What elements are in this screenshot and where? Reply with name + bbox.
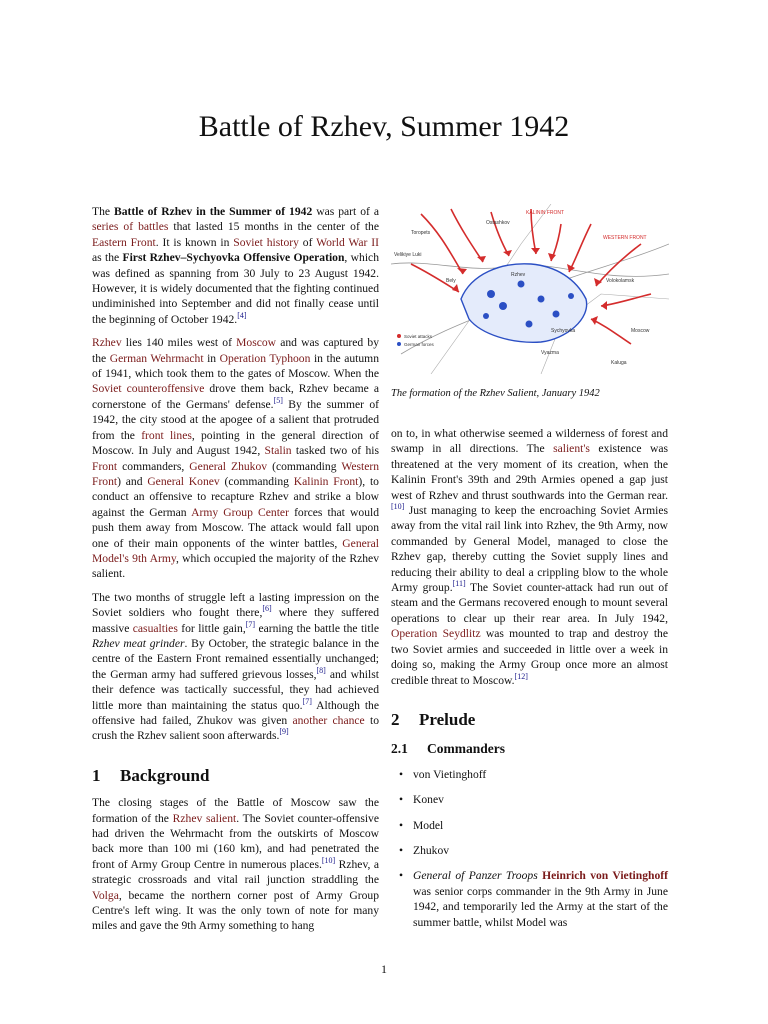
ref-5[interactable]: [5] (273, 396, 283, 406)
german-unit-marker (499, 302, 507, 310)
text: The Soviet counter-attack had run out of steam and the Germans recovered enough to mount several operations to clear up their rear area. In July 1942, (391, 581, 668, 625)
ref-10[interactable]: [10] (391, 502, 405, 512)
link-operation-typhoon[interactable]: Operation Typhoon (219, 351, 311, 365)
legend-label: German forces (404, 342, 434, 347)
link-soviet-counteroffensive[interactable]: Soviet counteroffensive (92, 382, 205, 396)
text: forces that would push them away from Moscow. The attack would fall upon one of their main opponents of the winter battles, (92, 505, 380, 550)
ref-9[interactable]: [9] (279, 727, 289, 737)
text: for little gain, (177, 621, 246, 635)
text: as the (92, 251, 123, 265)
text: was senior corps commander in the 9th Army in June 1942, and temporarily led the Army at the start of the summer battle, whilst Model was (413, 884, 668, 929)
link-western-front[interactable]: Western Front (92, 459, 380, 488)
text: By the summer of 1942, the city stood at the apogee of a salient that protruded from the (92, 397, 379, 442)
map-label: Velikiye Luki (394, 252, 422, 258)
ref-12[interactable]: [12] (514, 671, 528, 681)
link-kalinin-front[interactable]: Kalinin Front (293, 474, 359, 488)
text: was mounted to trap and destroy the two Soviet armies and succeeded in little over a week in doing so, making the Army Group once more an almost credible threat to Moscow. (391, 627, 668, 687)
map-label: KALININ FRONT (526, 210, 565, 216)
german-unit-marker (538, 296, 545, 303)
link-general-konev[interactable]: General Konev (147, 474, 220, 488)
link-casualties[interactable]: casualties (132, 621, 178, 635)
link-moscow[interactable]: Moscow (236, 336, 277, 350)
battle-name: Battle of Rzhev in the Summer of 1942 (114, 205, 313, 218)
map-label: Vyazma (541, 350, 559, 356)
section-heading-background (92, 765, 379, 785)
ref-8[interactable]: [8] (316, 665, 326, 675)
text: . By October, the strategic balance in the centre of the Eastern Front remained essentially unchanged; the German army had suffered grievous losses, (92, 636, 379, 681)
background-paragraph-continued (391, 426, 668, 688)
text: drove them back, Rzhev became a cornerstone of the Germans' defense. (92, 382, 379, 411)
german-unit-marker (518, 281, 525, 288)
text: . It is known in (155, 235, 234, 249)
link-general-zhukov[interactable]: General Zhukov (189, 459, 268, 473)
text: in the autumn of 1941, which took them to the gates of Moscow. When the (92, 351, 379, 381)
text: existence was threatened at the very moment of its creation, when the Kalinin Front's 39th and 29th Armies opened a gap just west of Rzhev and thrust southwards into the German rear. (391, 442, 668, 502)
commander-description (391, 868, 668, 930)
text: and whilst their defence was tactically successful, they had achieved little more than maintaining the status quo. (92, 667, 379, 712)
german-unit-marker (568, 293, 574, 299)
text: Just managing to keep the encroaching Soviet Armies away from the vital rail link into Rzhev, the 9th Army, now commanded by General Model, managed to close the Rzhev gap, thereby cutting the Soviet supply lines and reducing their ability to deal a crippling blow to the whole Army group. (391, 504, 668, 595)
link-model-9th-army[interactable]: General Model's 9th Army (92, 536, 379, 565)
text: earning the battle the title (255, 621, 379, 635)
intro-paragraph-3 (92, 590, 379, 744)
text-overflow: , became the northern corner post of Army Group Centre's left wing. It was the only town of note for many miles and gave the 9th Army something to hang (92, 888, 379, 933)
text: , which occupied the majority of the Rzhev salient. (92, 551, 379, 581)
link-front[interactable]: Front (92, 459, 118, 473)
text: . The Soviet counter-offensive had driven the Wehrmacht from the outskirts of Moscow back more than 100 mi (160 km), and had penetrated the front of Army Group Centre in numerous places. (92, 811, 379, 871)
section-number: 2 (391, 709, 400, 729)
text: , pointing in the general direction of Moscow. In July and August 1942, (92, 428, 379, 458)
map-label: Kaluga (611, 360, 627, 366)
german-unit-marker (526, 321, 533, 328)
map-label: Volokolamsk (606, 278, 635, 284)
map-label: Rzhev (511, 272, 526, 278)
page-number: 1 (381, 962, 387, 976)
text: of (298, 235, 317, 249)
intro-paragraph-2 (92, 335, 379, 582)
ref-7[interactable]: [7] (302, 696, 312, 706)
text: and was captured by the (92, 336, 379, 365)
list-item: • Konev (391, 792, 668, 807)
text: on to, in what otherwise seemed a wilderness of forest and swamp in all directions. The (391, 427, 668, 456)
text: to crush the Rzhev salient soon afterwards. (92, 714, 380, 743)
text: The two months of struggle left a lasting impression on the Soviet soldiers who fought there, (92, 590, 379, 620)
right-column (391, 426, 668, 938)
ref-7[interactable]: [7] (245, 619, 256, 629)
ref-11[interactable]: [11] (452, 579, 466, 589)
section-number: 1 (92, 765, 101, 785)
text: commanders, (117, 459, 190, 473)
ref-4[interactable]: [4] (237, 310, 247, 320)
text: tasked two of his (291, 444, 379, 458)
link-rzhev-salient[interactable]: Rzhev salient (172, 811, 237, 825)
text: The closing stages of the Battle of Moscow saw the formation of the (92, 796, 379, 825)
text: (commanding (219, 474, 294, 488)
link-heinrich-von-vietinghoff[interactable]: Heinrich von Vietinghoff (542, 869, 668, 883)
german-unit-marker (553, 311, 560, 318)
ref-10[interactable]: [10] (321, 855, 336, 865)
link-soviet-history[interactable]: Soviet history (233, 235, 299, 249)
rank: General of Panzer Troops (413, 869, 538, 883)
link-stalin[interactable]: Stalin (264, 444, 292, 458)
subsection-title: Commanders (427, 741, 505, 757)
legend-swatch (397, 342, 401, 346)
text: ) and (117, 474, 148, 488)
text: The (92, 205, 114, 218)
link-salient[interactable]: salient's (553, 442, 590, 456)
section-title: Background (120, 765, 210, 785)
subsection-number: 2.1 (391, 741, 408, 757)
subsection-heading-commanders (391, 741, 668, 756)
ref-6[interactable]: [6] (262, 604, 272, 614)
german-unit-marker (487, 290, 495, 298)
text: Rzhev, a strategic crossroads and vital rail junction straddling the (92, 857, 379, 887)
link-rzhev[interactable]: Rzhev (92, 336, 122, 350)
map-label: Toropets (411, 230, 431, 236)
link-volga[interactable]: Volga (92, 888, 119, 902)
left-column (92, 204, 379, 942)
text: Although the offensive had failed, Zhukov was given (92, 698, 379, 727)
text: that lasted 15 months in the center of the (168, 220, 379, 234)
link-front-lines[interactable]: front lines (141, 428, 192, 442)
german-unit-marker (483, 313, 489, 319)
link-operation-seydlitz[interactable]: Operation Seydlitz (391, 627, 481, 641)
map-label: Moscow (631, 328, 650, 334)
commanders-list (391, 767, 668, 859)
list-item: • Zhukov (391, 843, 668, 858)
text: where they suffered massive (92, 606, 379, 635)
figure-caption: The formation of the Rzhev Salient, January 1942 (391, 388, 600, 399)
text: was part of a (312, 205, 379, 218)
list-item: • Model (391, 818, 668, 833)
legend-swatch (397, 334, 401, 338)
list-item: • von Vietinghoff (391, 767, 668, 782)
link-another-chance[interactable]: another chance (292, 714, 365, 727)
link-eastern-front[interactable]: Eastern Front (92, 235, 156, 249)
meat-grinder-title: Rzhev meat grinder (92, 636, 185, 650)
intro-paragraph-1 (92, 204, 379, 327)
page-title: Battle of Rzhev, Summer 1942 (198, 110, 570, 143)
section-title: Prelude (419, 709, 476, 729)
background-paragraph (92, 795, 379, 934)
text: in (203, 351, 220, 365)
legend-label: Soviet attacks (404, 334, 433, 339)
text: lies 140 miles west of (121, 336, 237, 350)
link-german-wehrmacht[interactable]: German Wehrmacht (109, 351, 204, 365)
map-label: Ostashkov (486, 220, 510, 226)
link-series-of-battles[interactable]: series of battles (92, 220, 169, 234)
section-heading-prelude (391, 709, 668, 729)
map-label: WESTERN FRONT (603, 235, 647, 241)
link-world-war-ii[interactable]: World War II (316, 235, 379, 249)
text: , which was defined as spanning from 30 July to 23 August 1942. However, it is widely documented that the fighting continued undiminished into September and did not finally cease until the beginning of October 1942. (92, 251, 379, 326)
link-army-group-center[interactable]: Army Group Center (191, 505, 289, 519)
rzhev-salient-map (391, 204, 669, 374)
map-label: Bely (446, 278, 456, 284)
text: (commanding (267, 459, 342, 473)
text: ), to conduct an offensive to recapture Rzhev and strike a blow against the German (92, 474, 379, 519)
map-label: Sychyovka (551, 328, 576, 334)
operation-name: First Rzhev–Sychyovka Offensive Operation (122, 251, 345, 265)
